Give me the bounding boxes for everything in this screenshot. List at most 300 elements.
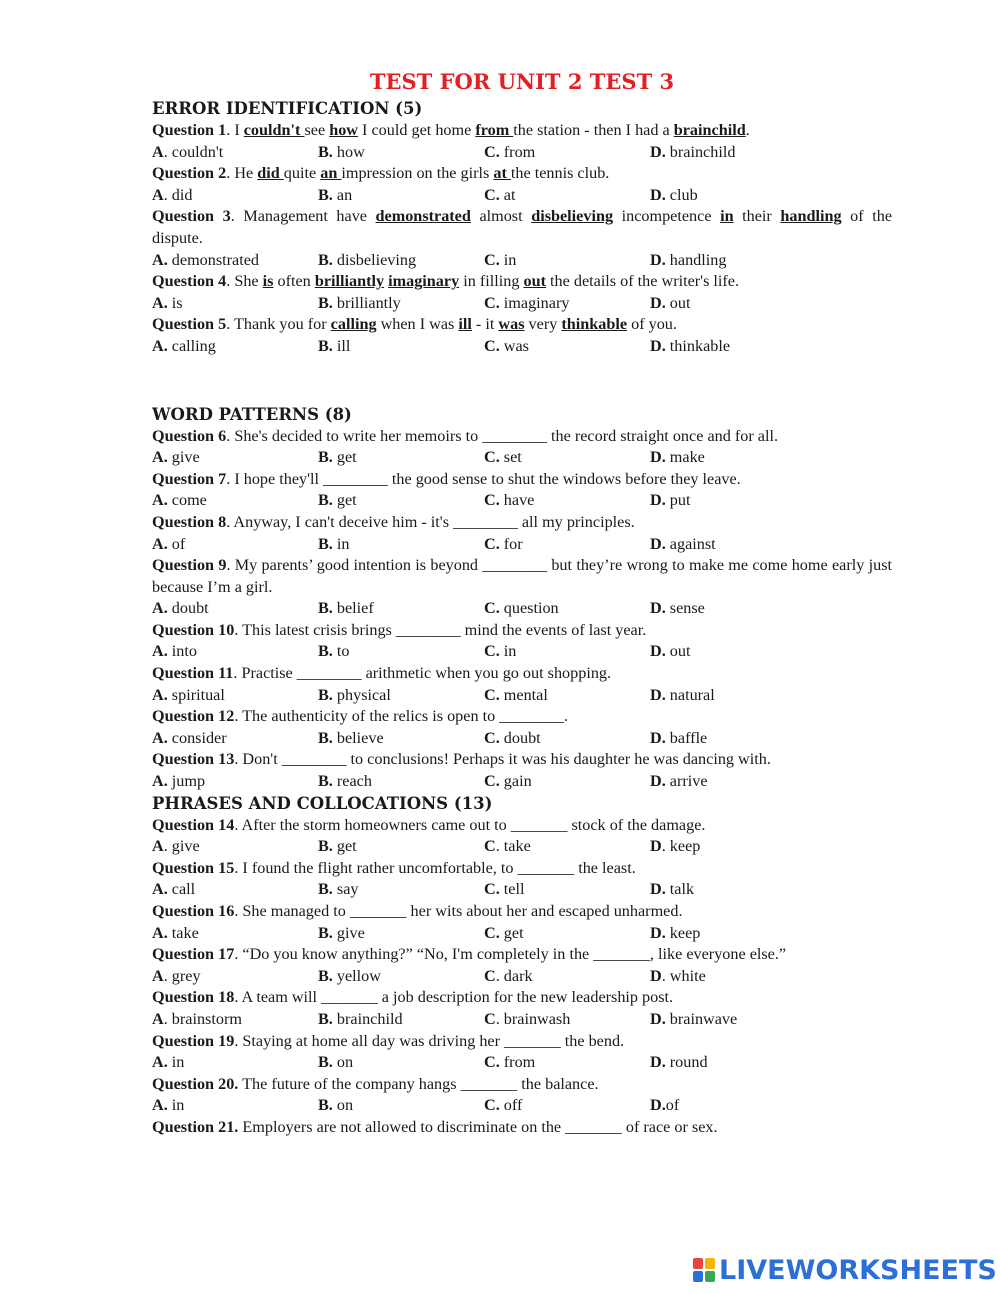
- option-text: talk: [665, 880, 695, 899]
- option-text: sense: [665, 599, 705, 618]
- question-text-fragment: almost: [470, 207, 532, 226]
- question-text: [152, 426, 892, 448]
- answer-option[interactable]: [484, 879, 650, 901]
- answer-options: [152, 685, 892, 707]
- option-text: give: [167, 448, 200, 467]
- worksheet-page: [152, 66, 892, 1139]
- answer-option[interactable]: [484, 685, 650, 707]
- question-text-fragment: .: [745, 121, 750, 139]
- option-text: arrive: [665, 772, 708, 791]
- answer-option[interactable]: [318, 185, 484, 207]
- answer-options: [152, 490, 892, 512]
- option-text: was: [499, 336, 529, 355]
- question-text-fragment: the details of the writer's life.: [545, 272, 740, 291]
- option-text: . take: [495, 837, 531, 856]
- question-text-fragment: . She managed to _______ her wits about her and escaped unharmed.: [234, 902, 683, 920]
- answer-option[interactable]: [318, 923, 484, 945]
- option-text: brainwave: [665, 1009, 738, 1028]
- option-text: round: [665, 1053, 708, 1072]
- option-letter: C.: [484, 250, 500, 269]
- option-text: brilliantly: [332, 293, 401, 312]
- option-text: give: [332, 923, 365, 942]
- underlined-word: brilliantly: [314, 272, 385, 291]
- option-text: brainchild: [665, 142, 736, 161]
- option-letter: A: [152, 837, 164, 856]
- underlined-word: demonstrated: [375, 207, 471, 226]
- option-letter: D.: [650, 685, 666, 704]
- option-text: . couldn't: [163, 142, 224, 161]
- option-letter: B.: [318, 837, 333, 856]
- underlined-word: was: [498, 315, 525, 334]
- section-heading: PHRASES AND COLLOCATIONS (13): [152, 793, 493, 813]
- answer-option[interactable]: [318, 142, 484, 164]
- option-text: . dark: [495, 966, 533, 985]
- answer-option[interactable]: [484, 641, 650, 663]
- answer-option[interactable]: [650, 142, 816, 164]
- underlined-word: imaginary: [388, 272, 460, 291]
- answer-option[interactable]: [152, 771, 318, 793]
- option-text: put: [665, 491, 691, 510]
- question-text: [152, 815, 892, 837]
- option-text: from: [499, 142, 536, 161]
- question-text: [152, 1117, 892, 1139]
- option-letter: A.: [152, 923, 168, 942]
- answer-option[interactable]: [152, 923, 318, 945]
- answer-option[interactable]: [318, 771, 484, 793]
- option-text: set: [499, 448, 522, 467]
- option-text: jump: [167, 772, 206, 791]
- option-text: . grey: [163, 966, 201, 985]
- answer-option[interactable]: [318, 1009, 484, 1031]
- option-letter: A.: [152, 599, 168, 618]
- liveworksheets-logo[interactable]: [693, 1256, 997, 1284]
- question-text-fragment: - it: [471, 315, 499, 334]
- option-text: say: [332, 880, 359, 899]
- answer-option[interactable]: [650, 1095, 816, 1117]
- question-text-fragment: . She's decided to write her memoirs to ________ the record straight once and for all.: [226, 426, 779, 445]
- question-label: Question 19: [152, 1031, 235, 1050]
- option-letter: D.: [650, 923, 666, 942]
- answer-option[interactable]: [650, 447, 816, 469]
- option-letter: A.: [152, 772, 168, 791]
- question-text-fragment: . “Do you know anything?” “No, I'm completely in the _______, like everyone else.”: [234, 945, 787, 964]
- answer-options: [152, 1009, 892, 1031]
- option-text: physical: [332, 685, 391, 704]
- answer-option[interactable]: [152, 836, 318, 858]
- answer-option[interactable]: [484, 490, 650, 512]
- question-label: Question 6: [152, 426, 227, 445]
- option-letter: A.: [152, 1096, 168, 1115]
- answer-options: [152, 447, 892, 469]
- answer-option[interactable]: [152, 142, 318, 164]
- option-letter: D.: [650, 185, 666, 204]
- section-spacer: [152, 358, 892, 404]
- section-heading: WORD PATTERNS (8): [152, 404, 352, 424]
- question-text: [152, 749, 892, 771]
- answer-option[interactable]: [152, 534, 318, 556]
- answer-options: [152, 142, 892, 164]
- question-text: [152, 163, 892, 185]
- option-letter: C.: [484, 336, 500, 355]
- answer-option[interactable]: [318, 336, 484, 358]
- option-text: for: [499, 534, 523, 553]
- option-letter: C: [484, 966, 496, 985]
- answer-option[interactable]: [484, 1095, 650, 1117]
- option-text: at: [499, 185, 516, 204]
- answer-option[interactable]: [484, 534, 650, 556]
- answer-option[interactable]: [318, 836, 484, 858]
- answer-option[interactable]: [484, 336, 650, 358]
- option-letter: B.: [318, 1096, 333, 1115]
- option-letter: A.: [152, 685, 168, 704]
- question-text-fragment: the tennis club.: [510, 164, 610, 183]
- logo-square-blue: [693, 1271, 703, 1282]
- option-text: get: [332, 448, 357, 467]
- underlined-word: couldn't: [243, 121, 305, 139]
- option-text: in: [167, 1096, 185, 1115]
- question-label: Question 4: [152, 272, 227, 291]
- answer-option[interactable]: [484, 771, 650, 793]
- answer-options: [152, 879, 892, 901]
- option-text: have: [499, 491, 535, 510]
- answer-option[interactable]: [152, 1009, 318, 1031]
- underlined-word: thinkable: [561, 315, 628, 334]
- option-letter: B.: [318, 1053, 333, 1072]
- option-letter: B.: [318, 1009, 333, 1028]
- question-label: Question 8: [152, 512, 227, 531]
- answer-options: [152, 598, 892, 620]
- option-text: belief: [332, 599, 374, 618]
- answer-option[interactable]: [650, 836, 816, 858]
- answer-option[interactable]: [152, 641, 318, 663]
- question-text-fragment: . This latest crisis brings ________ mind the events of last year.: [234, 620, 647, 639]
- option-letter: C.: [484, 599, 500, 618]
- question-text-fragment: when I was: [376, 315, 459, 334]
- question-text: [152, 555, 892, 598]
- question-text-fragment: . Anyway, I can't deceive him - it's ________ all my principles.: [226, 512, 635, 531]
- answer-option[interactable]: [650, 293, 816, 315]
- logo-square-red: [693, 1258, 703, 1269]
- option-letter: D: [650, 966, 662, 985]
- question-text-fragment: I could get home: [358, 121, 476, 139]
- option-letter: B.: [318, 534, 333, 553]
- answer-option[interactable]: [650, 534, 816, 556]
- answer-option[interactable]: [318, 534, 484, 556]
- option-text: yellow: [332, 966, 381, 985]
- option-text: get: [332, 837, 357, 856]
- answer-option[interactable]: [650, 923, 816, 945]
- option-text: reach: [332, 772, 372, 791]
- question-text: [152, 858, 892, 880]
- answer-option[interactable]: [318, 250, 484, 272]
- question-text-fragment: . My parents’ good intention is beyond ________ but they’re wrong to make me come home early just because I’m a girl.: [152, 556, 892, 596]
- option-letter: B.: [318, 142, 333, 161]
- answer-option[interactable]: [318, 685, 484, 707]
- option-letter: D.: [650, 642, 666, 661]
- answer-options: [152, 728, 892, 750]
- option-letter: D.: [650, 142, 666, 161]
- option-letter: C.: [484, 491, 500, 510]
- option-text: of: [167, 534, 186, 553]
- answer-option[interactable]: [318, 641, 484, 663]
- option-letter: D.: [650, 1009, 666, 1028]
- option-letter: B.: [318, 448, 333, 467]
- question-text: [152, 512, 892, 534]
- option-letter: C.: [484, 534, 500, 553]
- answer-option[interactable]: [650, 966, 816, 988]
- option-text: out: [665, 642, 691, 661]
- question-text-fragment: impression on the girls: [341, 164, 494, 183]
- answer-options: [152, 966, 892, 988]
- answer-option[interactable]: [650, 728, 816, 750]
- answer-option[interactable]: [318, 598, 484, 620]
- question-text-fragment: . She: [226, 272, 263, 291]
- question-text-fragment: . Practise ________ arithmetic when you go out shopping.: [233, 664, 612, 683]
- question-text-fragment: . I found the flight rather uncomfortable, to _______ the least.: [234, 858, 636, 877]
- question-text-fragment: . Thank you for: [226, 315, 331, 334]
- question-text-fragment: . A team will _______ a job description for the new leadership post.: [234, 988, 674, 1007]
- answer-option[interactable]: [650, 1009, 816, 1031]
- question-text: [152, 1074, 892, 1096]
- option-text: against: [665, 534, 716, 553]
- option-letter: A: [152, 966, 164, 985]
- option-letter: A: [152, 1009, 164, 1028]
- option-text: of: [665, 1096, 680, 1115]
- option-letter: B.: [318, 250, 333, 269]
- answer-option[interactable]: [318, 447, 484, 469]
- answer-option[interactable]: [152, 447, 318, 469]
- answer-option[interactable]: [650, 490, 816, 512]
- option-text: tell: [499, 880, 525, 899]
- question-text-fragment: of the dispute.: [152, 207, 893, 247]
- question-text: [152, 206, 892, 249]
- question-label: Question 9: [152, 556, 227, 575]
- answer-option[interactable]: [152, 185, 318, 207]
- answer-option[interactable]: [650, 641, 816, 663]
- option-letter: B.: [318, 880, 333, 899]
- option-text: . did: [163, 185, 193, 204]
- option-letter: A.: [152, 880, 168, 899]
- question-text: [152, 120, 892, 142]
- question-label: Question 5: [152, 315, 227, 334]
- option-letter: A: [152, 142, 164, 161]
- option-letter: A.: [152, 293, 168, 312]
- option-text: handling: [665, 250, 727, 269]
- option-text: doubt: [499, 728, 541, 747]
- liveworksheets-logo-icon: [693, 1258, 715, 1282]
- option-text: out: [665, 293, 691, 312]
- question-label: Question 18: [152, 988, 235, 1007]
- option-text: club: [665, 185, 698, 204]
- answer-option[interactable]: [152, 879, 318, 901]
- option-text: off: [499, 1096, 523, 1115]
- question-text-fragment: . Staying at home all day was driving her _______ the bend.: [234, 1031, 625, 1050]
- question-text-fragment: . The authenticity of the relics is open to ________.: [234, 707, 569, 726]
- logo-square-yellow: [705, 1258, 715, 1269]
- sections-container: [152, 98, 892, 1139]
- option-text: from: [499, 1053, 536, 1072]
- answer-options: [152, 641, 892, 663]
- question-text-fragment: quite: [283, 164, 321, 183]
- option-letter: A.: [152, 250, 168, 269]
- underlined-word: an: [320, 164, 342, 183]
- option-letter: D.: [650, 1096, 666, 1115]
- answer-options: [152, 1095, 892, 1117]
- question-text-fragment: incompetence: [613, 207, 721, 226]
- answer-option[interactable]: [650, 598, 816, 620]
- question-text-fragment: the station - then I had a: [513, 121, 674, 139]
- option-letter: B.: [318, 685, 333, 704]
- question-label: Question 21.: [152, 1117, 239, 1136]
- answer-option[interactable]: [484, 447, 650, 469]
- answer-option[interactable]: [484, 728, 650, 750]
- answer-option[interactable]: [650, 185, 816, 207]
- question-text-fragment: . He: [226, 164, 258, 183]
- question-text-fragment: Employers are not allowed to discriminate on the _______ of race or sex.: [238, 1117, 718, 1136]
- underlined-word: handling: [780, 207, 842, 226]
- underlined-word: in: [720, 207, 734, 226]
- question-text-fragment: . I hope they'll ________ the good sense to shut the windows before they leave.: [226, 469, 741, 488]
- question-label: Question 1: [152, 121, 227, 139]
- question-text: [152, 314, 892, 336]
- option-text: get: [499, 923, 524, 942]
- option-text: an: [332, 185, 353, 204]
- underlined-word: did: [257, 164, 284, 183]
- answer-option[interactable]: [152, 685, 318, 707]
- option-letter: D: [650, 837, 662, 856]
- option-letter: B.: [318, 491, 333, 510]
- answer-option[interactable]: [484, 250, 650, 272]
- option-letter: A.: [152, 1053, 168, 1072]
- option-letter: A.: [152, 642, 168, 661]
- question-text-fragment: . Management have: [230, 207, 376, 226]
- answer-option[interactable]: [318, 879, 484, 901]
- option-letter: A: [152, 185, 164, 204]
- answer-option[interactable]: [318, 490, 484, 512]
- option-text: get: [332, 491, 357, 510]
- question-text: [152, 944, 892, 966]
- question-label: Question 3: [152, 207, 231, 226]
- option-text: brainchild: [332, 1009, 403, 1028]
- option-letter: B.: [318, 923, 333, 942]
- option-letter: D.: [650, 336, 666, 355]
- answer-option[interactable]: [484, 836, 650, 858]
- option-text: disbelieving: [332, 250, 417, 269]
- option-letter: B.: [318, 599, 333, 618]
- question-text-fragment: see: [304, 121, 330, 139]
- option-text: to: [332, 642, 350, 661]
- option-text: come: [167, 491, 207, 510]
- answer-option[interactable]: [484, 1009, 650, 1031]
- question-label: Question 13: [152, 750, 235, 769]
- logo-square-green: [705, 1271, 715, 1282]
- option-letter: D.: [650, 250, 666, 269]
- option-text: in: [499, 642, 517, 661]
- answer-option[interactable]: [152, 293, 318, 315]
- option-letter: C: [484, 837, 496, 856]
- option-letter: D.: [650, 772, 666, 791]
- option-letter: B.: [318, 185, 333, 204]
- option-letter: A.: [152, 448, 168, 467]
- option-letter: D.: [650, 491, 666, 510]
- answer-option[interactable]: [318, 966, 484, 988]
- question-label: Question 2: [152, 164, 227, 183]
- option-letter: D.: [650, 534, 666, 553]
- question-text: [152, 706, 892, 728]
- question-label: Question 17: [152, 945, 235, 964]
- answer-option[interactable]: [152, 336, 318, 358]
- answer-option[interactable]: [484, 142, 650, 164]
- answer-option[interactable]: [152, 598, 318, 620]
- answer-option[interactable]: [484, 185, 650, 207]
- answer-option[interactable]: [152, 250, 318, 272]
- option-text: mental: [499, 685, 548, 704]
- answer-option[interactable]: [318, 1095, 484, 1117]
- answer-option[interactable]: [152, 1052, 318, 1074]
- option-text: gain: [499, 772, 532, 791]
- option-text: . keep: [661, 837, 701, 856]
- answer-options: [152, 250, 892, 272]
- question-text: [152, 1031, 892, 1053]
- answer-option[interactable]: [484, 966, 650, 988]
- underlined-word: ill: [458, 315, 472, 334]
- answer-option[interactable]: [650, 336, 816, 358]
- option-text: keep: [665, 923, 701, 942]
- option-text: . white: [661, 966, 706, 985]
- option-text: into: [167, 642, 197, 661]
- answer-option[interactable]: [318, 293, 484, 315]
- answer-option[interactable]: [650, 879, 816, 901]
- answer-option[interactable]: [484, 1052, 650, 1074]
- answer-options: [152, 336, 892, 358]
- answer-option[interactable]: [152, 728, 318, 750]
- answer-option[interactable]: [152, 490, 318, 512]
- answer-option[interactable]: [650, 771, 816, 793]
- answer-option[interactable]: [484, 598, 650, 620]
- question-label: Question 11: [152, 664, 234, 683]
- answer-options: [152, 771, 892, 793]
- logo-text: LIVEWORKSHEETS: [719, 1254, 997, 1286]
- answer-options: [152, 1052, 892, 1074]
- option-text: thinkable: [665, 336, 731, 355]
- option-letter: C.: [484, 923, 500, 942]
- question-text: [152, 901, 892, 923]
- option-letter: D.: [650, 448, 666, 467]
- answer-option[interactable]: [484, 293, 650, 315]
- answer-option[interactable]: [152, 1095, 318, 1117]
- option-text: natural: [665, 685, 715, 704]
- answer-option[interactable]: [650, 250, 816, 272]
- answer-option[interactable]: [152, 966, 318, 988]
- answer-option[interactable]: [650, 685, 816, 707]
- option-text: baffle: [665, 728, 708, 747]
- answer-option[interactable]: [318, 728, 484, 750]
- underlined-word: brainchild: [673, 121, 746, 139]
- answer-option[interactable]: [484, 923, 650, 945]
- option-letter: D.: [650, 1053, 666, 1072]
- option-letter: B.: [318, 728, 333, 747]
- answer-options: [152, 534, 892, 556]
- answer-option[interactable]: [650, 1052, 816, 1074]
- underlined-word: out: [523, 272, 546, 291]
- question-label: Question 15: [152, 858, 235, 877]
- question-text-fragment: in filling: [459, 272, 524, 291]
- option-text: ill: [332, 336, 351, 355]
- option-letter: C.: [484, 185, 500, 204]
- answer-option[interactable]: [318, 1052, 484, 1074]
- option-text: in: [499, 250, 517, 269]
- question-text-fragment: . After the storm homeowners came out to _______ stock of the damage.: [234, 815, 706, 834]
